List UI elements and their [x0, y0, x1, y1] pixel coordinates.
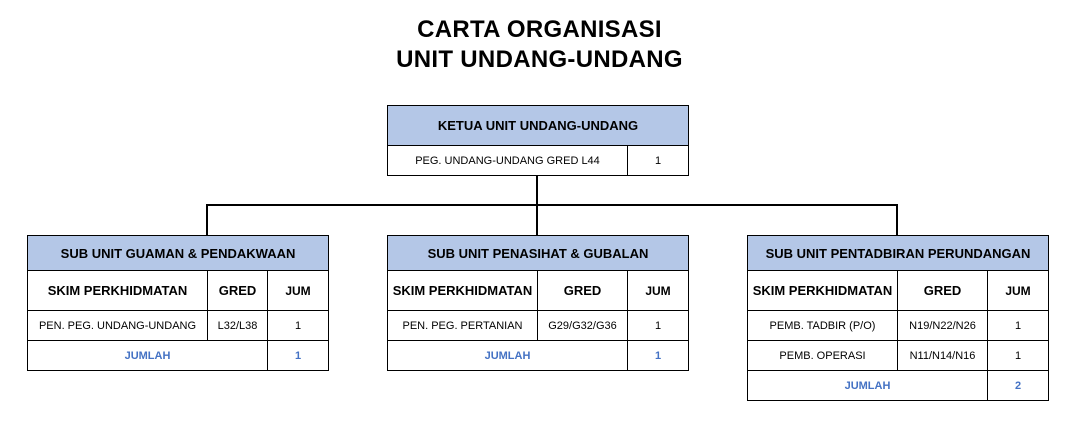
column-header-skim: SKIM PERKHIDMATAN: [748, 271, 898, 311]
connector-right-down: [896, 204, 898, 236]
connector-left-down: [206, 204, 208, 236]
total-label: JUMLAH: [748, 371, 988, 401]
head-title: KETUA UNIT UNDANG-UNDANG: [388, 106, 689, 146]
total-label: JUMLAH: [388, 341, 628, 371]
column-header-jum: JUM: [988, 271, 1049, 311]
row-jum: 1: [988, 341, 1049, 371]
head-position: PEG. UNDANG-UNDANG GRED L44: [388, 146, 628, 176]
column-header-skim: SKIM PERKHIDMATAN: [28, 271, 208, 311]
column-header-gred: GRED: [898, 271, 988, 311]
column-header-jum: JUM: [268, 271, 329, 311]
head-count: 1: [628, 146, 689, 176]
connector-middle-down: [536, 204, 538, 236]
total-value: 2: [988, 371, 1049, 401]
column-header-jum: JUM: [628, 271, 689, 311]
column-header-gred: GRED: [208, 271, 268, 311]
column-header-gred: GRED: [538, 271, 628, 311]
row-skim: PEN. PEG. PERTANIAN: [388, 311, 538, 341]
connector-head-down: [536, 175, 538, 205]
row-jum: 1: [988, 311, 1049, 341]
row-skim: PEMB. OPERASI: [748, 341, 898, 371]
column-header-skim: SKIM PERKHIDMATAN: [388, 271, 538, 311]
sub-unit-title: SUB UNIT PENTADBIRAN PERUNDANGAN: [748, 236, 1049, 271]
total-value: 1: [628, 341, 689, 371]
head-box: [387, 105, 689, 176]
sub-unit-box-guaman: [27, 235, 329, 371]
row-gred: L32/L38: [208, 311, 268, 341]
connector-horizontal: [206, 204, 898, 206]
row-gred: N11/N14/N16: [898, 341, 988, 371]
row-jum: 1: [628, 311, 689, 341]
row-skim: PEMB. TADBIR (P/O): [748, 311, 898, 341]
sub-unit-title: SUB UNIT PENASIHAT & GUBALAN: [388, 236, 689, 271]
sub-unit-title: SUB UNIT GUAMAN & PENDAKWAAN: [28, 236, 329, 271]
row-gred: N19/N22/N26: [898, 311, 988, 341]
row-skim: PEN. PEG. UNDANG-UNDANG: [28, 311, 208, 341]
row-gred: G29/G32/G36: [538, 311, 628, 341]
row-jum: 1: [268, 311, 329, 341]
total-label: JUMLAH: [28, 341, 268, 371]
sub-unit-box-pentadbiran: [747, 235, 1049, 401]
chart-title-line-2: UNIT UNDANG-UNDANG: [396, 46, 683, 73]
sub-unit-box-penasihat: [387, 235, 689, 371]
chart-title-line-1: CARTA ORGANISASI: [417, 16, 662, 43]
total-value: 1: [268, 341, 329, 371]
